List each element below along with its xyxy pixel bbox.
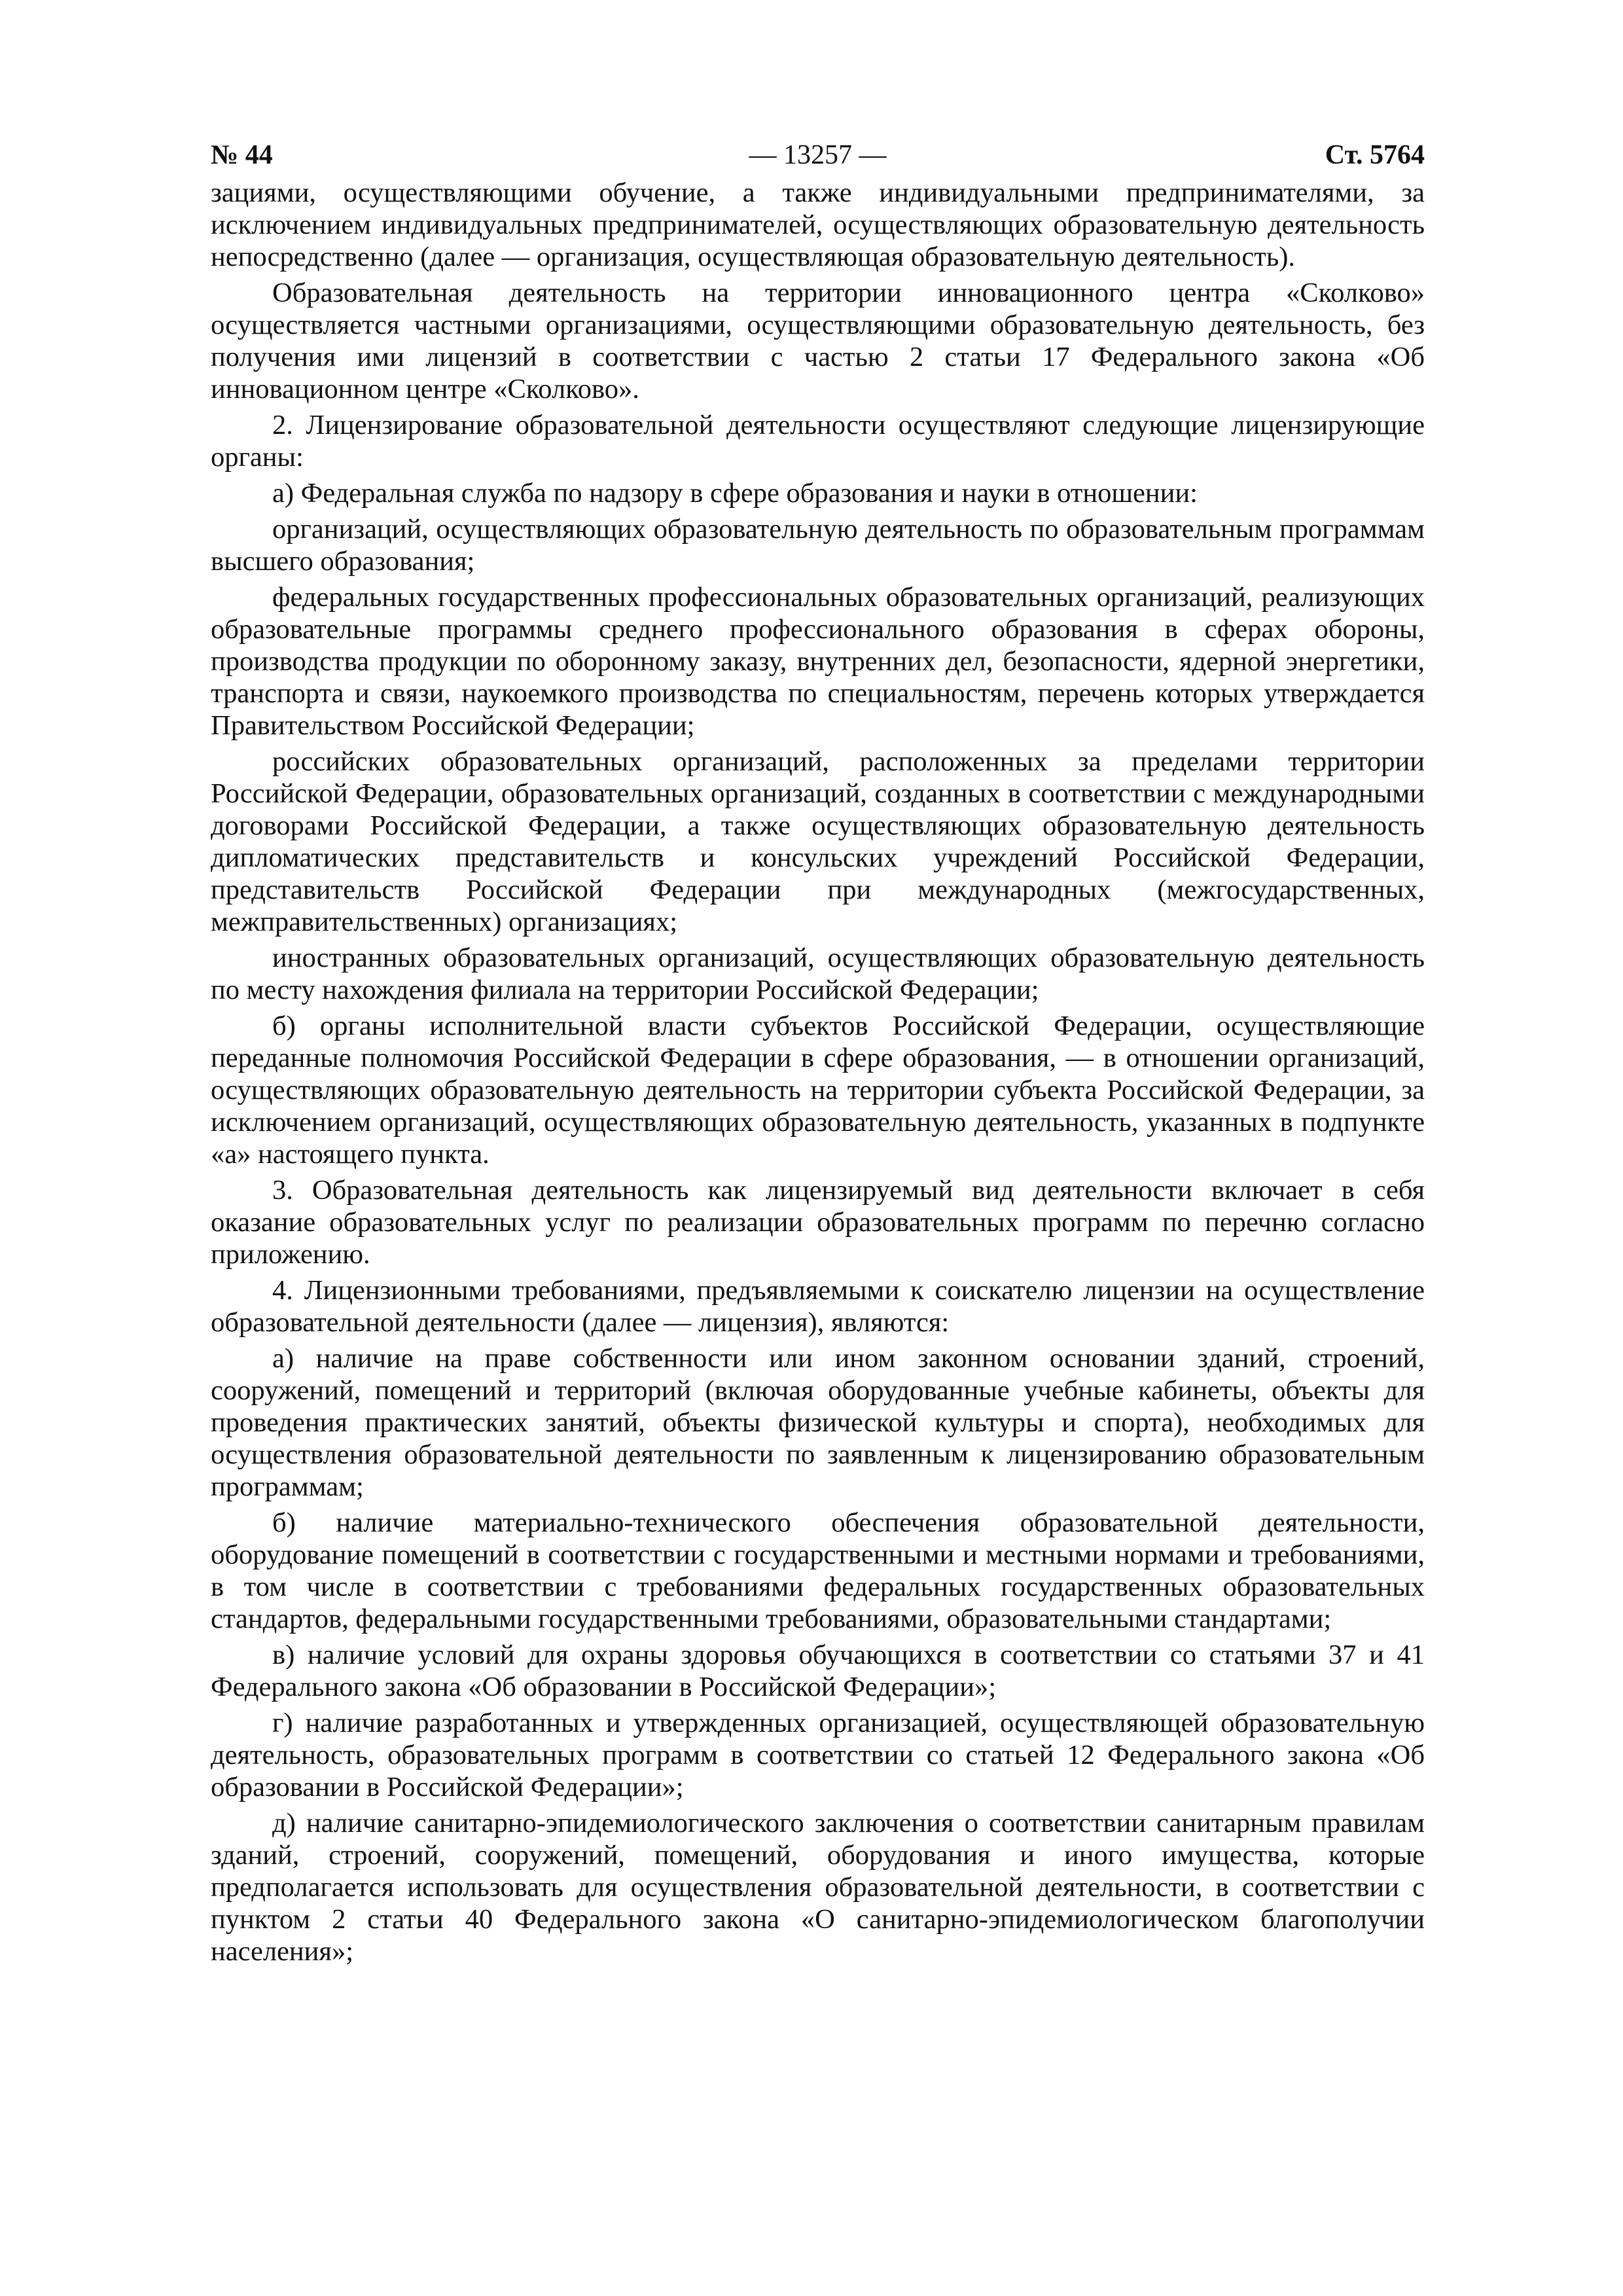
paragraph-federal-organizations: федеральных государственных профессиональных образовательных организаций, реализующих образовательные программы среднего профессионального образования в сферах обороны, производства продукции по оборонному заказу, внутренних дел, безопасности, ядерной энергетики, транспорта и связи, наукоемкого производства по специальностям, перечень которых утверждается Правительством Российской Федерации; (211, 582, 1425, 741)
paragraph-russian-organizations-abroad: российских образовательных организаций, расположенных за пределами территории Российской Федерации, образовательных организаций, созданных в соответствии с международными договорами Российской Федерации, а также осуществляющих образовательную деятельность дипломатических представительств и консульских учреждений Российской Федерации, представительств Российской Федерации при международных (межгосударственных, межправительственных) организациях; (211, 746, 1425, 937)
article-number: Ст. 5764 (1325, 140, 1425, 170)
paragraph-higher-education: организаций, осуществляющих образовательную деятельность по образовательным программам высшего образования; (211, 514, 1425, 577)
paragraph-item-2a: а) Федеральная служба по надзору в сфере образования и науки в отношении: (272, 478, 1198, 509)
document-page (211, 135, 1425, 1971)
paragraph-item-2b: б) органы исполнительной власти субъектов Российской Федерации, осуществляющие переданные полномочия Российской Федерации в сфере образования, — в отношении организаций, осуществляющих образовательную деятельность на территории субъекта Российской Федерации, за исключением организаций, осуществляющих образовательную деятельность, указанных в подпункте «а» настоящего пункта. (211, 1011, 1425, 1170)
paragraph-item-4: 4. Лицензионными требованиями, предъявляемыми к соискателю лицензии на осуществление образовательной деятельности (далее — лицензия), являются: (211, 1275, 1425, 1338)
paragraph-item-4d: д) наличие санитарно-эпидемиологического заключения о соответствии санитарным правилам зданий, строений, сооружений, помещений, оборудования и иного имущества, которые предполагается использовать для осуществления образовательной деятельности, в соответствии с пунктом 2 статьи 40 Федерального закона «О санитарно-эпидемиологическом благополучии населения»; (211, 1808, 1425, 1967)
paragraph-item-2: 2. Лицензирование образовательной деятельности осуществляют следующие лицензирующие органы: (211, 410, 1425, 473)
paragraph-item-4a: а) наличие на праве собственности или ином законном основании зданий, строений, сооружений, помещений и территорий (включая оборудованные учебные кабинеты, объекты для проведения практических занятий, объекты физической культуры и спорта), необходимых для осуществления образовательной деятельности по заявленным к лицензированию образовательным программам; (211, 1343, 1425, 1502)
paragraph-skolkovo: Образовательная деятельность на территории инновационного центра «Сколково» осуществляется частными организациями, осуществляющими образовательную деятельность, без получения ими лицензий в соответствии с частью 2 статьи 17 Федерального закона «Об инновационном центре «Сколково». (211, 278, 1425, 404)
issue-number: № 44 (211, 140, 273, 170)
paragraph-item-3: 3. Образовательная деятельность как лицензируемый вид деятельности включает в себя оказание образовательных услуг по реализации образовательных программ по перечню согласно приложению. (211, 1175, 1425, 1270)
page-header (211, 135, 1425, 175)
paragraph-item-4g: г) наличие разработанных и утвержденных организацией, осуществляющей образовательную деятельность, образовательных программ в соответствии со статьей 12 Федерального закона «Об образовании в Российской Федерации»; (211, 1708, 1425, 1803)
page-number: — 13257 — (749, 140, 887, 170)
paragraph-item-4v: в) наличие условий для охраны здоровья обучающихся в соответствии со статьями 37 и 41 Федерального закона «Об образовании в Российской Федерации»; (211, 1640, 1425, 1702)
paragraph-item-4b: б) наличие материально-технического обеспечения образовательной деятельности, оборудование помещений в соответствии с государственными и местными нормами и требованиями, в том числе в соответствии с требованиями федеральных государственных образовательных стандартов, федеральными государственными требованиями, образовательными стандартами; (211, 1507, 1425, 1634)
paragraph-continuation: зациями, осуществляющими обучение, а также индивидуальными предпринимателями, за исключением индивидуальных предпринимателей, осуществляющих образовательную деятельность непосредственно (далее — организация, осуществляющая образовательную деятельность). (211, 177, 1425, 272)
document-body (211, 177, 1425, 1967)
paragraph-foreign-organizations: иностранных образовательных организаций, осуществляющих образовательную деятельность по месту нахождения филиала на территории Российской Федерации; (211, 942, 1425, 1005)
